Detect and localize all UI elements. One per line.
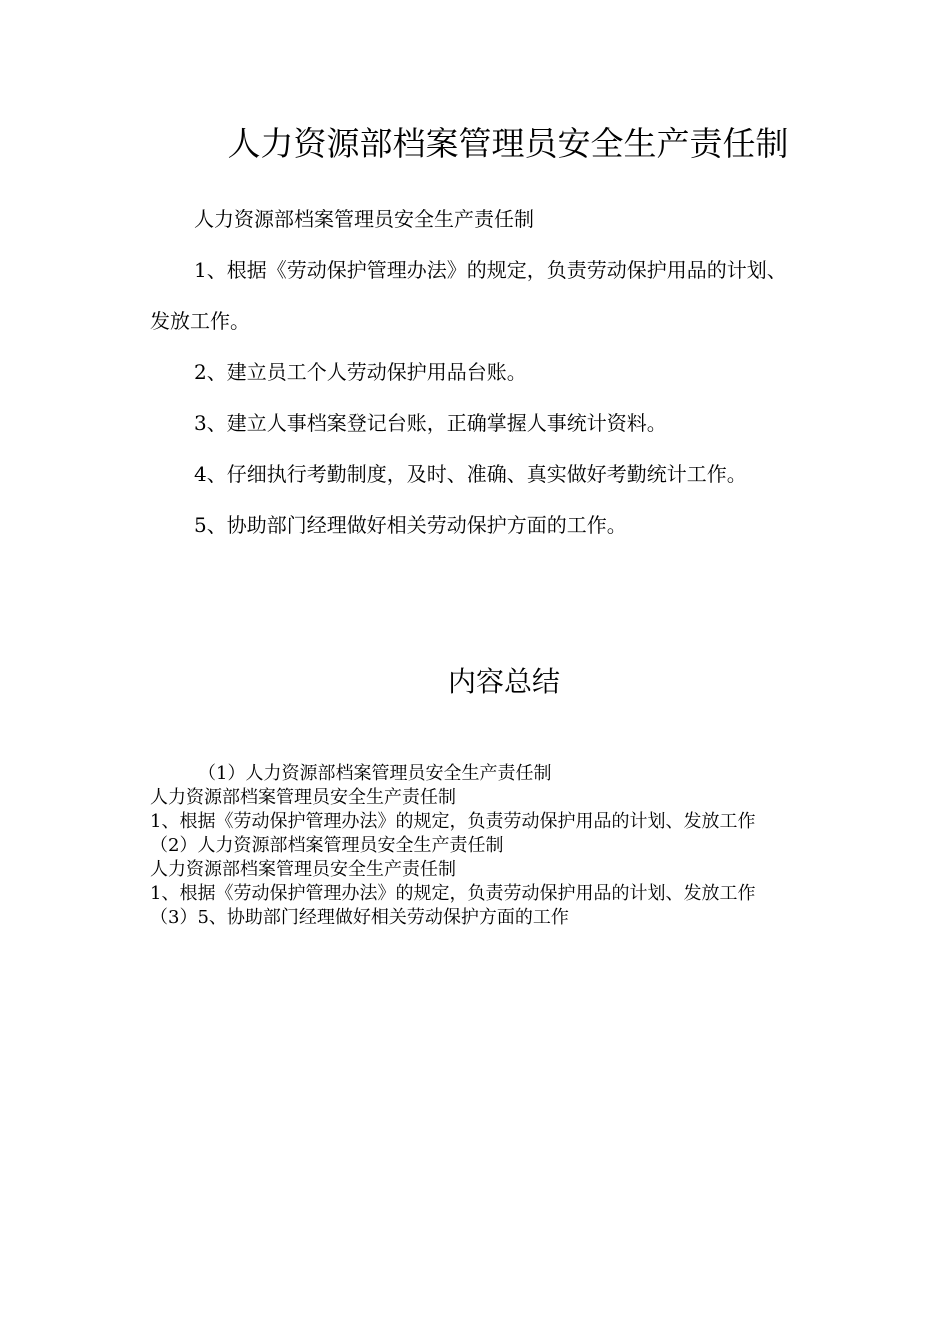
summary-line: 1、根据《劳动保护管理办法》的规定，负责劳动保护用品的计划、发放工作 <box>150 811 756 832</box>
body-paragraph: 3、建立人事档案登记台账，正确掌握人事统计资料。 <box>194 411 667 435</box>
summary-body <box>150 762 800 930</box>
summary-line: （2）人力资源部档案管理员安全生产责任制 <box>150 835 504 856</box>
document-body <box>150 194 800 551</box>
summary-line: 1、根据《劳动保护管理办法》的规定，负责劳动保护用品的计划、发放工作 <box>150 883 756 904</box>
body-paragraph: 1、根据《劳动保护管理办法》的规定，负责劳动保护用品的计划、发放工作。 <box>150 258 787 333</box>
body-paragraph: 5、协助部门经理做好相关劳动保护方面的工作。 <box>194 513 627 537</box>
summary-heading: 内容总结 <box>447 665 560 698</box>
body-paragraph: 人力资源部档案管理员安全生产责任制 <box>194 207 534 231</box>
summary-line: （3）5、协助部门经理做好相关劳动保护方面的工作 <box>150 907 569 928</box>
body-paragraph: 4、仔细执行考勤制度，及时、准确、真实做好考勤统计工作。 <box>194 462 747 486</box>
body-paragraph: 2、建立员工个人劳动保护用品台账。 <box>194 360 527 384</box>
document-title: 人力资源部档案管理员安全生产责任制 <box>227 124 789 163</box>
summary-line: 人力资源部档案管理员安全生产责任制 <box>150 859 456 880</box>
summary-line: 人力资源部档案管理员安全生产责任制 <box>150 787 456 808</box>
summary-line: （1）人力资源部档案管理员安全生产责任制 <box>198 763 552 784</box>
